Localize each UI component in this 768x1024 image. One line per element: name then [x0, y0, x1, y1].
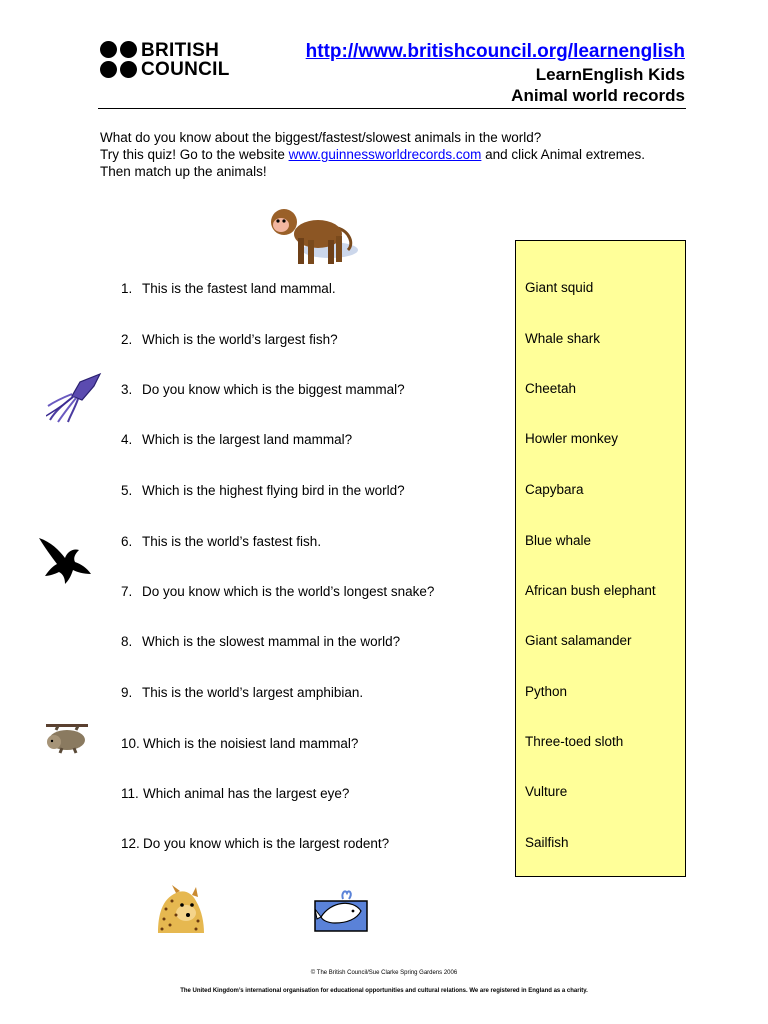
answer-item: Capybara — [525, 482, 584, 497]
answer-item: Python — [525, 684, 568, 699]
logo-dots-icon — [100, 41, 138, 79]
answers-box — [515, 240, 686, 877]
brand-title: LearnEnglish Kids — [535, 65, 685, 84]
guinness-link[interactable]: www.guinnessworldrecords.com — [288, 147, 482, 162]
answer-item: African bush elephant — [525, 583, 656, 598]
answer-item: Three-toed sloth — [525, 734, 624, 749]
answer-item: Howler monkey — [525, 431, 619, 446]
sloth-icon — [46, 722, 88, 754]
worksheet-title: Animal world records — [511, 86, 685, 105]
squid-icon — [46, 372, 102, 424]
answer-item: Giant squid — [525, 280, 594, 295]
question-1: 1. This is the fastest land mammal. — [121, 281, 336, 296]
intro-line2: Try this quiz! Go to the website www.guinnessworldrecords.com and click Animal extremes. — [100, 147, 645, 162]
british-council-logo — [100, 41, 230, 81]
question-7: 7. Do you know which is the world’s longest snake? — [121, 584, 435, 599]
answer-item: Giant salamander — [525, 633, 632, 648]
whale-icon — [313, 887, 369, 933]
answer-item: Blue whale — [525, 533, 592, 548]
answer-item: Vulture — [525, 784, 568, 799]
footer-copyright: © The British Council/Sue Clarke Spring Gardens 2006 — [310, 970, 458, 976]
intro-line1: What do you know about the biggest/fastest/slowest animals in the world? — [100, 130, 542, 145]
question-8: 8. Which is the slowest mammal in the world? — [121, 634, 401, 649]
question-2: 2. Which is the world’s largest fish? — [121, 332, 338, 347]
logo-text-line1: BRITISH — [141, 40, 220, 61]
question-6: 6. This is the world’s fastest fish. — [121, 534, 322, 549]
intro-text — [100, 129, 645, 180]
monkey-icon — [268, 206, 360, 268]
vulture-icon — [37, 534, 93, 586]
question-12: 12. Do you know which is the largest rodent? — [121, 836, 390, 851]
question-5: 5. Which is the highest flying bird in the world? — [121, 483, 405, 498]
question-9: 9. This is the world’s largest amphibian. — [121, 685, 364, 700]
site-url-link[interactable]: http://www.britishcouncil.org/learnenglish — [305, 41, 685, 62]
footer-charity-note: The United Kingdom’s international organisation for educational opportunities and cultural relations. We are registered in England as a charity. — [180, 988, 588, 994]
header-divider — [98, 108, 686, 109]
cheetah-icon — [152, 885, 208, 935]
question-4: 4. Which is the largest land mammal? — [121, 432, 353, 447]
question-3: 3. Do you know which is the biggest mammal? — [121, 382, 405, 397]
answer-item: Whale shark — [525, 331, 601, 346]
answer-item: Cheetah — [525, 381, 577, 396]
question-11: 11. Which animal has the largest eye? — [121, 786, 350, 801]
question-10: 10. Which is the noisiest land mammal? — [121, 736, 359, 751]
logo-text-line2: COUNCIL — [141, 59, 230, 80]
intro-line3: Then match up the animals! — [100, 164, 267, 179]
answer-item: Sailfish — [525, 835, 569, 850]
